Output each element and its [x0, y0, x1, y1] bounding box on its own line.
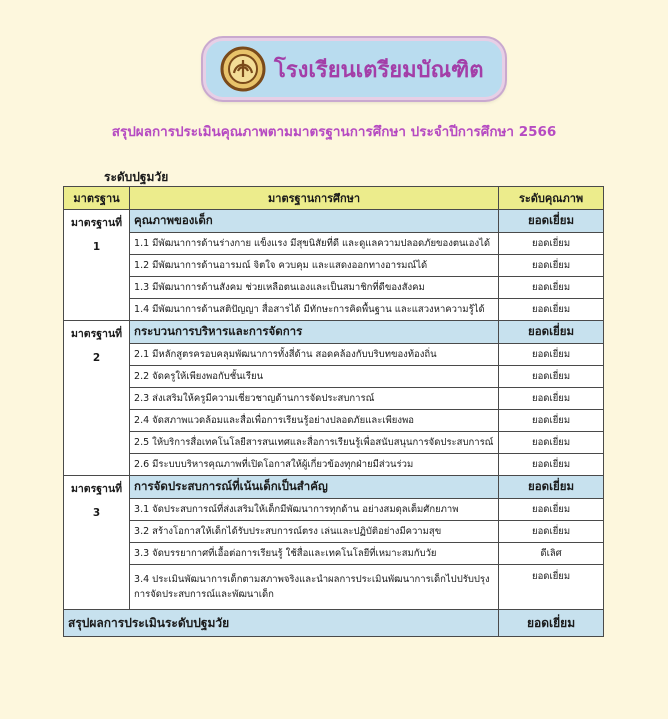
indicator-result: ยอดเยี่ยม [499, 344, 604, 366]
table-row [64, 366, 604, 388]
summary-label: สรุปผลการประเมินระดับปฐมวัย [64, 610, 499, 637]
table-row [64, 521, 604, 543]
indicator-text: 1.3 มีพัฒนาการด้านสังคม ช่วยเหลือตนเองและเป็นสมาชิกที่ดีของสังคม [130, 277, 499, 299]
standard-2-cell [64, 321, 130, 476]
header-quality-level: ระดับคุณภาพ [499, 187, 604, 210]
indicator-text: 3.4 ประเมินพัฒนาการเด็กตามสภาพจริงและนำผลการประเมินพัฒนาการเด็กไปปรับปรุงการจัดประสบการณ์และพัฒนาเด็ก [130, 565, 499, 610]
standard-3-cell [64, 476, 130, 610]
evaluation-table [63, 186, 604, 637]
school-logo-badge [203, 38, 505, 100]
indicator-text: 2.1 มีหลักสูตรครอบคลุมพัฒนาการทั้งสี่ด้าน สอดคล้องกับบริบทของท้องถิ่น [130, 344, 499, 366]
standard-label: มาตรฐานที่ [70, 328, 123, 340]
indicator-result: ดีเลิศ [499, 543, 604, 565]
table-row [64, 388, 604, 410]
page-title: สรุปผลการประเมินคุณภาพตามมาตรฐานการศึกษา ประจำปีการศึกษา 2566 [111, 124, 557, 140]
indicator-text: 3.3 จัดบรรยากาศที่เอื้อต่อการเรียนรู้ ใช้สื่อและเทคโนโลยีที่เหมาะสมกับวัย [130, 543, 499, 565]
level-label: ระดับปฐมวัย [104, 170, 169, 184]
indicator-text: 2.5 ให้บริการสื่อเทคโนโลยีสารสนเทศและสื่อการเรียนรู้เพื่อสนับสนุนการจัดประสบการณ์ [130, 432, 499, 454]
standard-title: การจัดประสบการณ์ที่เน้นเด็กเป็นสำคัญ [130, 476, 499, 499]
indicator-text: 2.2 จัดครูให้เพียงพอกับชั้นเรียน [130, 366, 499, 388]
indicator-result: ยอดเยี่ยม [499, 277, 604, 299]
school-name-logo-text: โรงเรียนเตรียมบัณฑิต [274, 56, 484, 83]
table-row [64, 233, 604, 255]
indicator-result: ยอดเยี่ยม [499, 366, 604, 388]
standard-label: มาตรฐานที่ [70, 217, 123, 229]
standard-label: มาตรฐานที่ [70, 483, 123, 495]
standard-1-cell [64, 210, 130, 321]
table-row [64, 432, 604, 454]
indicator-result: ยอดเยี่ยม [499, 299, 604, 321]
standard-3-row [64, 476, 604, 499]
indicator-text: 2.6 มีระบบบริหารคุณภาพที่เปิดโอกาสให้ผู้เกี่ยวข้องทุกฝ่ายมีส่วนร่วม [130, 454, 499, 476]
indicator-result: ยอดเยี่ยม [499, 388, 604, 410]
standard-number: 3 [92, 507, 101, 519]
indicator-result: ยอดเยี่ยม [499, 255, 604, 277]
standard-result: ยอดเยี่ยม [499, 210, 604, 233]
indicator-text: 3.2 สร้างโอกาสให้เด็กได้รับประสบการณ์ตรง เล่นและปฏิบัติอย่างมีความสุข [130, 521, 499, 543]
indicator-result: ยอดเยี่ยม [499, 565, 604, 610]
table-row [64, 454, 604, 476]
standard-1-row [64, 210, 604, 233]
indicator-result: ยอดเยี่ยม [499, 432, 604, 454]
standard-title: กระบวนการบริหารและการจัดการ [130, 321, 499, 344]
header-education-standard: มาตรฐานการศึกษา [130, 187, 499, 210]
indicator-text: 3.1 จัดประสบการณ์ที่ส่งเสริมให้เด็กมีพัฒนาการทุกด้าน อย่างสมดุลเต็มศักยภาพ [130, 499, 499, 521]
summary-result: ยอดเยี่ยม [499, 610, 604, 637]
indicator-result: ยอดเยี่ยม [499, 454, 604, 476]
table-row [64, 277, 604, 299]
table-row [64, 543, 604, 565]
table-row [64, 499, 604, 521]
standard-number: 2 [92, 352, 101, 364]
table-row [64, 255, 604, 277]
table-header-row [64, 187, 604, 210]
standard-2-row [64, 321, 604, 344]
table-row [64, 299, 604, 321]
indicator-text: 1.1 มีพัฒนาการด้านร่างกาย แข็งแรง มีสุขนิสัยที่ดี และดูแลความปลอดภัยของตนเองได้ [130, 233, 499, 255]
table-row [64, 344, 604, 366]
indicator-result: ยอดเยี่ยม [499, 521, 604, 543]
standard-number: 1 [92, 241, 101, 253]
indicator-text: 2.3 ส่งเสริมให้ครูมีความเชี่ยวชาญด้านการจัดประสบการณ์ [130, 388, 499, 410]
standard-result: ยอดเยี่ยม [499, 321, 604, 344]
summary-row [64, 610, 604, 637]
school-emblem-icon [220, 46, 266, 92]
indicator-text: 1.4 มีพัฒนาการด้านสติปัญญา สื่อสารได้ มีทักษะการคิดพื้นฐาน และแสวงหาความรู้ได้ [130, 299, 499, 321]
indicator-result: ยอดเยี่ยม [499, 410, 604, 432]
table-row [64, 565, 604, 610]
indicator-result: ยอดเยี่ยม [499, 499, 604, 521]
indicator-text: 1.2 มีพัฒนาการด้านอารมณ์ จิตใจ ควบคุม และแสดงออกทางอารมณ์ได้ [130, 255, 499, 277]
header-standard: มาตรฐาน [64, 187, 130, 210]
indicator-result: ยอดเยี่ยม [499, 233, 604, 255]
standard-result: ยอดเยี่ยม [499, 476, 604, 499]
table-row [64, 410, 604, 432]
indicator-text: 2.4 จัดสภาพแวดล้อมและสื่อเพื่อการเรียนรู้อย่างปลอดภัยและเพียงพอ [130, 410, 499, 432]
standard-title: คุณภาพของเด็ก [130, 210, 499, 233]
